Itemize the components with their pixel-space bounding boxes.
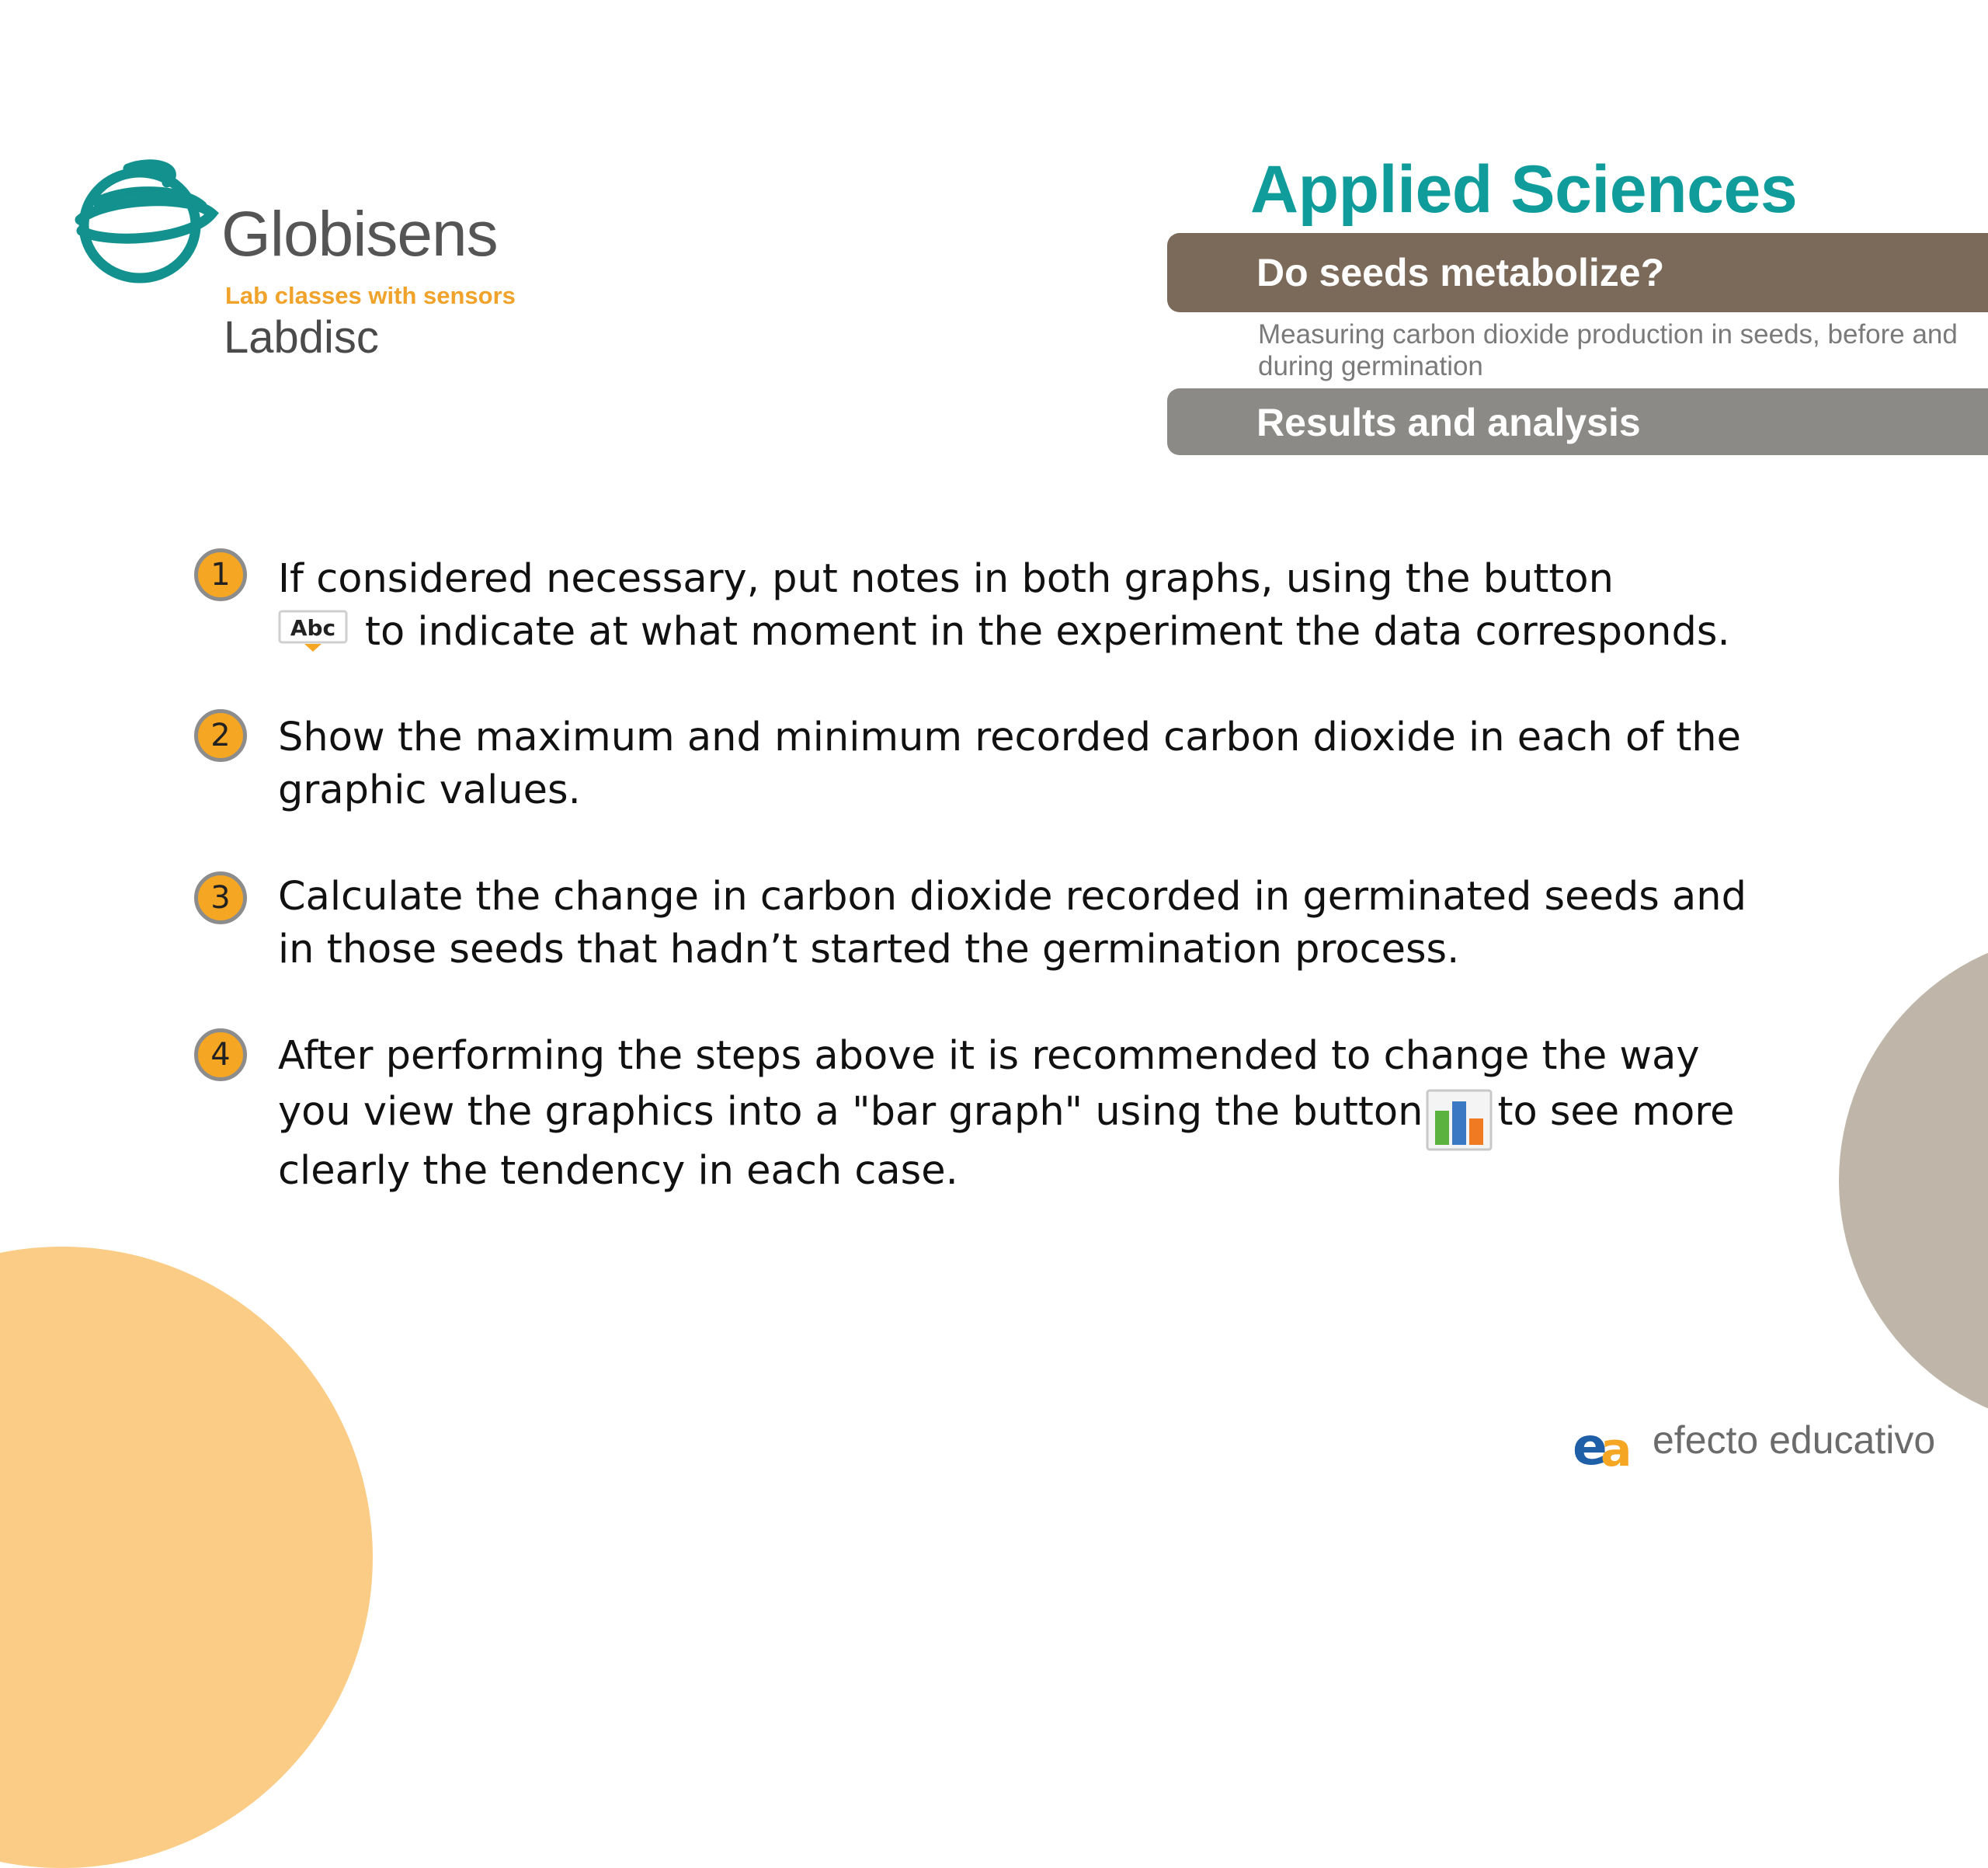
step-1-line-2-wrap	[278, 606, 1730, 659]
step-2-line-2: graphic values.	[278, 767, 581, 813]
topic-description: Measuring carbon dioxide production in seeds, before and during germination	[1258, 319, 1958, 381]
step-4-number-badge: 4	[194, 1028, 247, 1081]
step-3-number-badge: 3	[194, 871, 247, 924]
decorative-orange-circle	[0, 1247, 373, 1868]
logo-product-name: Labdisc	[224, 312, 379, 363]
annotation-abc-icon	[278, 610, 349, 652]
bar-graph-icon	[1426, 1089, 1493, 1151]
step-3-line-1: Calculate the change in carbon dioxide recorded in germinated seeds and	[278, 874, 1746, 920]
logo-tagline: Lab classes with sensors	[225, 282, 516, 309]
footer-brand-name: efecto educativo	[1653, 1418, 1936, 1462]
step-4-line-3: clearly the tendency in each case.	[278, 1148, 958, 1194]
section-title: Results and analysis	[1256, 401, 1641, 444]
step-1-line-1: If considered necessary, put notes in both graphs, using the button	[278, 556, 1614, 602]
step-4-text	[278, 1030, 1735, 1198]
svg-text:Abc: Abc	[290, 615, 336, 641]
brand-mark-e: e	[1573, 1418, 1607, 1472]
step-2-line-1: Show the maximum and minimum recorded carbon dioxide in each of the	[278, 715, 1742, 760]
subject-title: Applied Sciences	[1250, 152, 1798, 227]
step-4-line-1: After performing the steps above it is recommended to change the way	[278, 1033, 1700, 1079]
efecto-educativo-logo-icon	[1573, 1418, 1646, 1472]
topic-title: Do seeds metabolize?	[1256, 251, 1665, 294]
step-2-text	[278, 711, 1742, 817]
topic-banner	[1167, 233, 1988, 312]
logo-brand-name: Globisens	[221, 199, 498, 270]
globe-swirl-icon	[74, 159, 229, 291]
step-1-line-2: to indicate at what moment in the experiment the data corresponds.	[365, 609, 1730, 655]
step-4-line-2-wrap	[278, 1083, 1735, 1145]
step-4-line-2b: to see more	[1497, 1089, 1735, 1135]
step-1-text	[278, 553, 1730, 659]
step-3-line-2: in those seeds that hadn’t started the germination process.	[278, 927, 1460, 972]
step-3-text	[278, 871, 1746, 976]
step-1-number-badge: 1	[194, 548, 247, 601]
section-banner	[1167, 388, 1988, 455]
brand-mark-a: a	[1600, 1423, 1632, 1472]
decorative-gray-circle	[1839, 932, 1988, 1429]
globisens-logo	[74, 159, 540, 377]
step-2-number-badge: 2	[194, 709, 247, 762]
step-4-line-2a: you view the graphics into a "bar graph" using the button	[278, 1089, 1423, 1135]
